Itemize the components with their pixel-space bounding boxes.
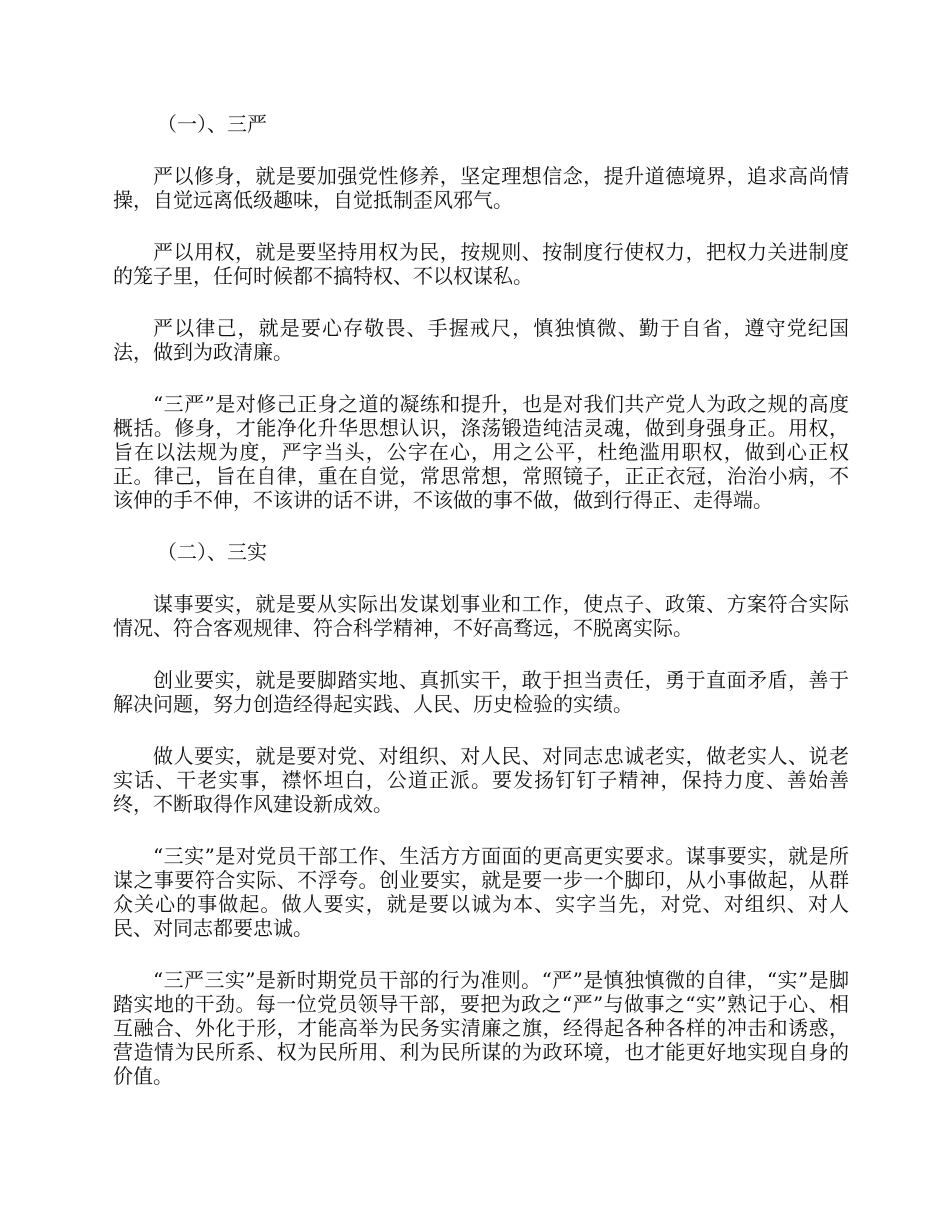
section-heading-san-yan: （一）、三严	[157, 112, 267, 136]
paragraph-yan-yi-xiu-shen: 严以修身，就是要加强党性修养，坚定理想信念，提升道德境界，追求高尚情操，自觉远离低级趣味，自觉抵制歪风邪气。	[113, 164, 849, 212]
paragraph-yan-yi-yong-quan: 严以用权，就是要坚持用权为民，按规则、按制度行使权力，把权力关进制度的笼子里，任何时候都不搞特权、不以权谋私。	[113, 240, 849, 288]
section-heading-san-shi: （二）、三实	[157, 540, 267, 564]
paragraph-yan-yi-lv-ji: 严以律己，就是要心存敬畏、手握戒尺，慎独慎微、勤于自省，遵守党纪国法，做到为政清廉。	[113, 316, 849, 364]
document-page	[113, 112, 849, 1116]
paragraph-san-yan-san-shi-conclusion: “三严三实”是新时期党员干部的行为准则。“严”是慎独慎微的自律，“实”是脚踏实地的干劲。每一位党员领导干部，要把为政之“严”与做事之“实”熟记于心、相互融合、外化于形，才能高举为民务实清廉之旗，经得起各种各样的冲击和诱惑，营造情为民所系、权为民所用、利为民所谋的为政环境，也才能更好地实现自身的价值。	[113, 968, 849, 1088]
paragraph-zuo-ren-yao-shi: 做人要实，就是要对党、对组织、对人民、对同志忠诚老实，做老实人、说老实话、干老实事，襟怀坦白，公道正派。要发扬钉钉子精神，保持力度、善始善终，不断取得作风建设新成效。	[113, 744, 849, 816]
paragraph-mou-shi-yao-shi: 谋事要实，就是要从实际出发谋划事业和工作，使点子、政策、方案符合实际情况、符合客观规律、符合科学精神，不好高骛远，不脱离实际。	[113, 592, 849, 640]
paragraph-san-yan-summary: “三严”是对修己正身之道的凝练和提升，也是对我们共产党人为政之规的高度概括。修身，才能净化升华思想认识，涤荡锻造纯洁灵魂，做到身强身正。用权，旨在以法规为度，严字当头，公字在心，用之公平，杜绝滥用职权，做到心正权正。律己，旨在自律，重在自觉，常思常想，常照镜子，正正衣冠，治治小病，不该伸的手不伸，不该讲的话不讲，不该做的事不做，做到行得正、走得端。	[113, 392, 849, 512]
paragraph-san-shi-summary: “三实”是对党员干部工作、生活方方面面的更高更实要求。谋事要实，就是所谋之事要符合实际、不浮夸。创业要实，就是要一步一个脚印，从小事做起，从群众关心的事做起。做人要实，就是要以诚为本、实字当先，对党、对组织、对人民、对同志都要忠诚。	[113, 844, 849, 940]
paragraph-chuang-ye-yao-shi: 创业要实，就是要脚踏实地、真抓实干，敢于担当责任，勇于直面矛盾，善于解决问题，努力创造经得起实践、人民、历史检验的实绩。	[113, 668, 849, 716]
